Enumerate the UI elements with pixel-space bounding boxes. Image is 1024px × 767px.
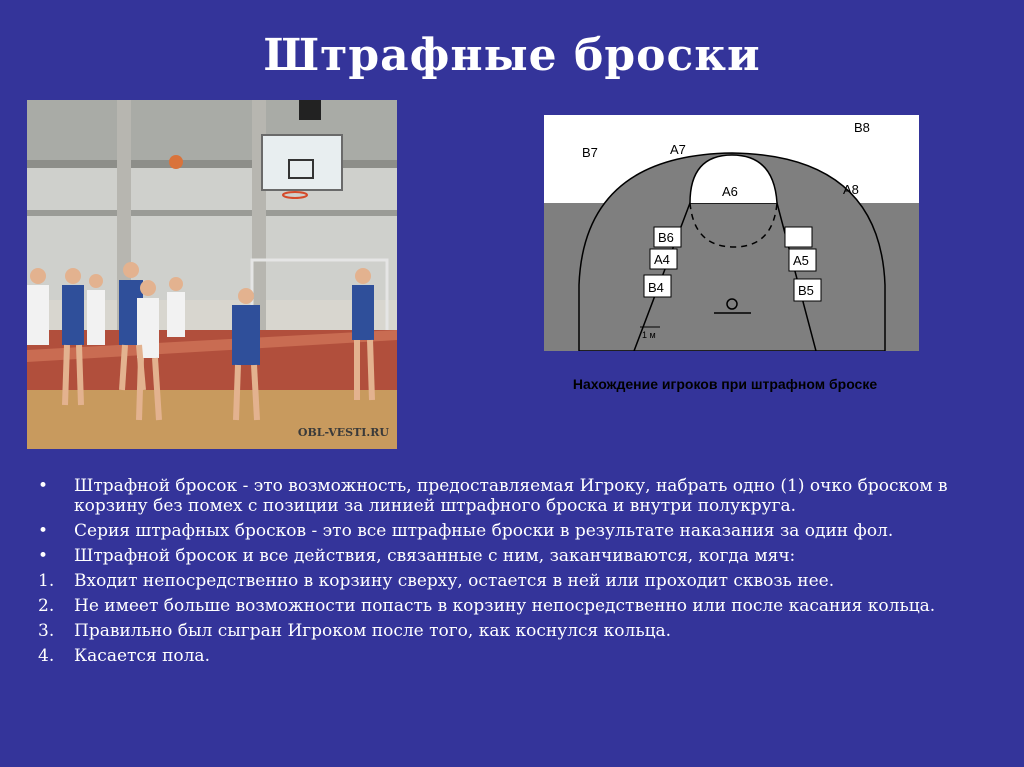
label-a4: A4 <box>654 252 670 267</box>
label-a6: A6 <box>722 184 738 199</box>
label-b6: B6 <box>658 230 674 245</box>
list-item <box>28 476 988 516</box>
list-marker: 3. <box>38 621 55 641</box>
list-item <box>28 546 988 566</box>
list-item <box>28 571 988 591</box>
rules-list <box>28 476 988 671</box>
label-a7: A7 <box>670 142 686 157</box>
label-b5: B5 <box>798 283 814 298</box>
list-marker: • <box>38 546 49 566</box>
list-marker: • <box>38 521 49 541</box>
list-item <box>28 596 988 616</box>
list-item-text: Штрафной бросок и все действия, связанные с ним, заканчиваются, когда мяч: <box>74 546 796 566</box>
label-b4: B4 <box>648 280 664 295</box>
label-a5: A5 <box>793 253 809 268</box>
list-item-text: Касается пола. <box>74 646 210 666</box>
slide-title: Штрафные броски <box>263 30 761 81</box>
diagram-caption: Нахождение игроков при штрафном броске <box>572 376 878 392</box>
list-item-text: Входит непосредственно в корзину сверху, остается в ней или проходит сквозь нее. <box>74 571 835 591</box>
list-item-text: Серия штрафных бросков - это все штрафные броски в результате наказания за один фол. <box>74 521 894 541</box>
list-marker: 1. <box>38 571 55 591</box>
list-item <box>28 621 988 641</box>
list-item <box>28 521 988 541</box>
list-item-text: Правильно был сыгран Игроком после того, как коснулся кольца. <box>74 621 672 641</box>
label-a8: A8 <box>843 182 859 197</box>
court-diagram <box>544 115 919 351</box>
list-marker: 4. <box>38 646 55 666</box>
label-b7: B7 <box>582 145 598 160</box>
photo-watermark: OBL-VESTI.RU <box>297 426 389 439</box>
basketball-photo <box>27 100 397 449</box>
list-marker: • <box>38 476 49 496</box>
label-b8: B8 <box>854 120 870 135</box>
list-marker: 2. <box>38 596 55 616</box>
label-1m: 1 м <box>642 330 656 340</box>
list-item <box>28 646 988 666</box>
list-item-text: Не имеет больше возможности попасть в корзину непосредственно или после касания кольца. <box>74 596 936 616</box>
list-item-text: Штрафной бросок - это возможность, предоставляемая Игроку, набрать одно (1) очко броском в корзину без помех с позиции за линией штрафного броска и внутри полукруга. <box>74 476 948 516</box>
